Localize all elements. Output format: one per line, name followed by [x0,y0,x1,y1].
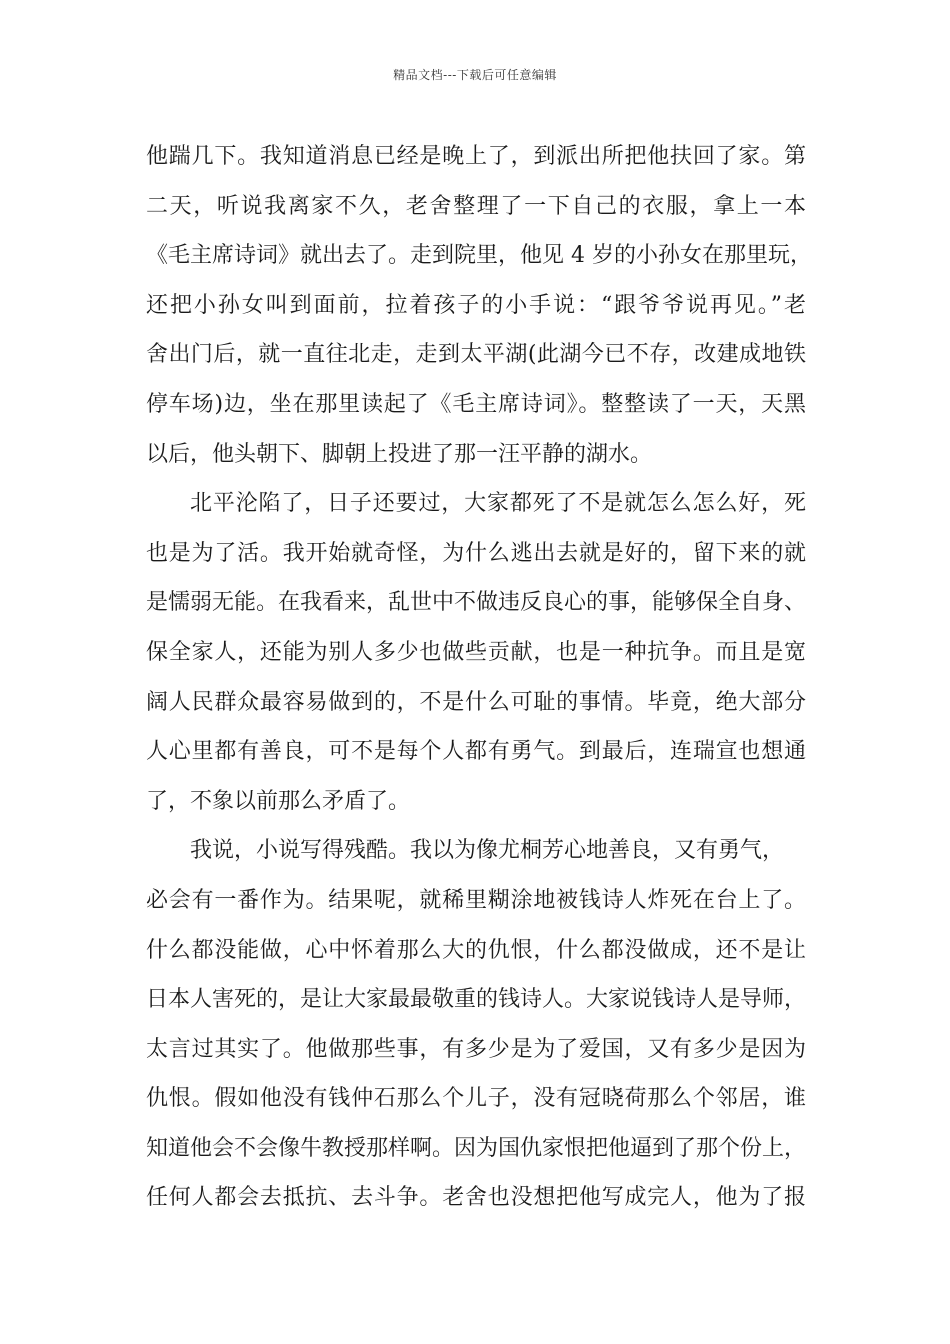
text-line: 《毛主席诗词》就出去了。走到院里，他见 4 岁的小孙女在那里玩， [146,243,812,269]
text-line: 我说，小说写得残酷。我以为像尤桐芳心地善良，又有勇气， [190,838,785,864]
page-header: 精品文档---下载后可任意编辑 [393,68,557,82]
paragraph [146,479,806,826]
text-line: 北平沦陷了，日子还要过，大家都死了不是就怎么怎么好，死 [190,491,806,517]
text-line: 也是为了活。我开始就奇怪，为什么逃出去就是好的，留下来的就 [146,540,806,566]
text-line: 他踹几下。我知道消息已经是晚上了，到派出所把他扶回了家。第 [146,144,806,169]
text-line: 是懦弱无能。在我看来，乱世中不做违反良心的事，能够保全自身、 [146,590,807,616]
text-line: 必会有一番作为。结果呢，就稀里糊涂地被钱诗人炸死在台上了。 [146,887,806,913]
text-line: 仇恨。假如他没有钱仲石那么个儿子，没有冠晓荷那么个邻居，谁 [146,1086,806,1112]
text-line: 还把小孙女叫到面前，拉着孩子的小手说：“跟爷爷说再见。”老 [146,292,806,318]
text-line: 人心里都有善良，可不是每个人都有勇气。到最后，连瑞宣也想通 [146,739,806,765]
text-line: 什么都没能做，心中怀着那么大的仇恨，什么都没做成，还不是让 [146,937,806,963]
text-line: 停车场)边，坐在那里读起了《毛主席诗词》。整整读了一天，天黑 [146,391,806,417]
text-line: 舍出门后，就一直往北走，走到太平湖(此湖今已不存，改建成地铁 [146,342,806,368]
text-line: 了，不象以前那么矛盾了。 [146,788,411,814]
body-text [146,132,812,1223]
text-line: 二天，听说我离家不久，老舍整理了一下自己的衣服，拿上一本 [146,193,806,219]
text-line: 保全家人，还能为别人多少也做些贡献，也是一种抗争。而且是宽 [146,639,806,665]
text-line: 知道他会不会像牛教授那样啊。因为国仇家恨把他逼到了那个份上， [146,1135,807,1161]
paragraph [146,826,806,1223]
text-line: 以后，他头朝下、脚朝上投进了那一汪平静的湖水。 [146,441,653,467]
text-line: 太言过其实了。他做那些事，有多少是为了爱国，又有多少是因为 [146,1036,806,1062]
text-line: 阔人民群众最容易做到的，不是什么可耻的事情。毕竟，绝大部分 [146,689,806,715]
paragraph [146,132,812,479]
text-line: 任何人都会去抵抗、去斗争。老舍也没想把他写成完人，他为了报 [146,1185,806,1211]
text-line: 日本人害死的，是让大家最最敬重的钱诗人。大家说钱诗人是导师， [146,987,807,1013]
